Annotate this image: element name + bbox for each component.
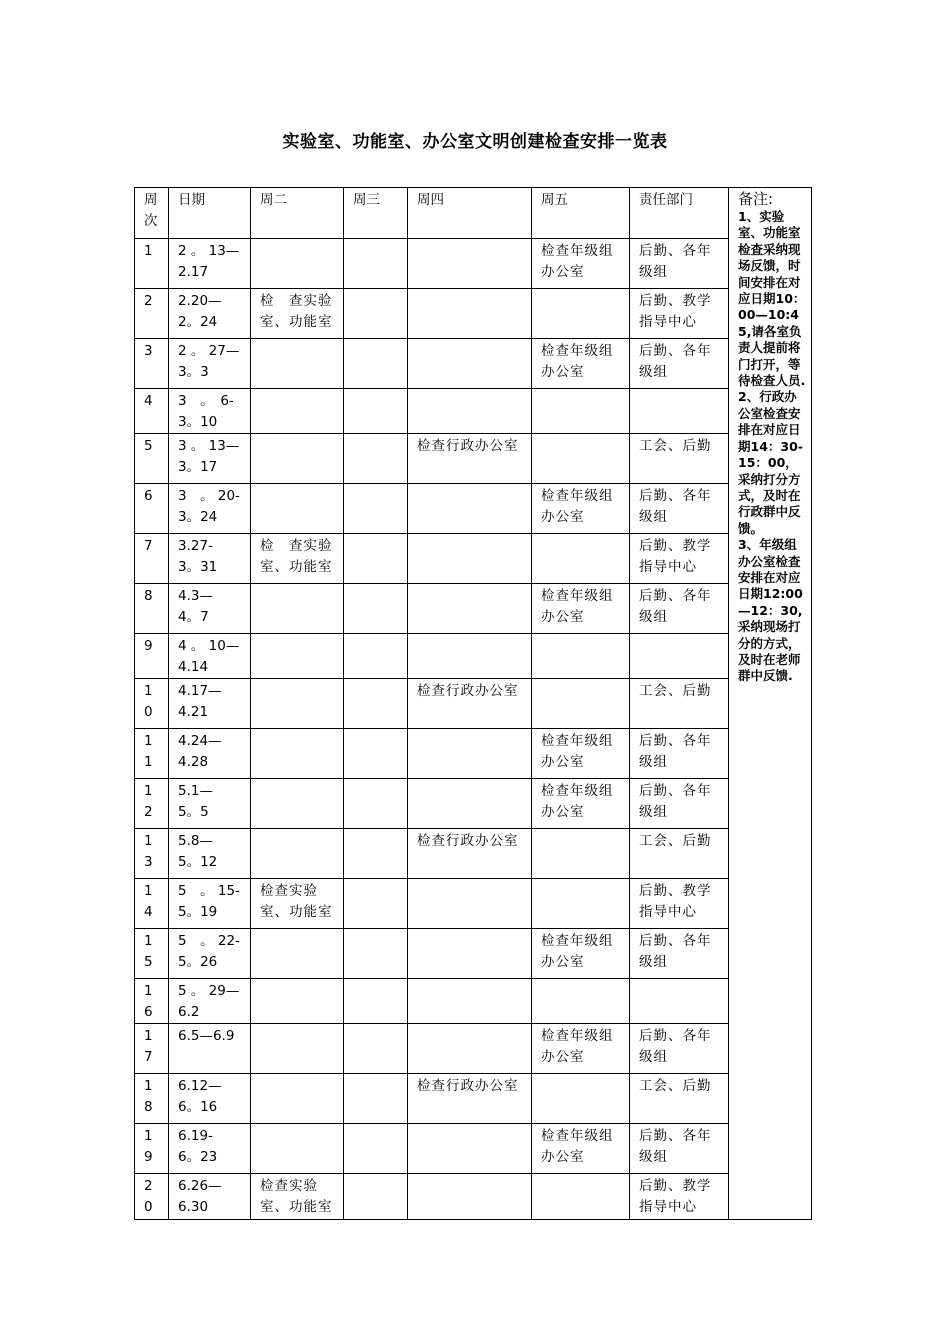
wed-cell <box>344 389 408 434</box>
thu-cell: 检查行政办公室 <box>408 434 532 484</box>
thu-cell <box>408 634 532 679</box>
tue-cell <box>251 1124 344 1174</box>
thu-cell: 检查行政办公室 <box>408 829 532 879</box>
tue-cell <box>251 679 344 729</box>
thu-cell <box>408 929 532 979</box>
table-row <box>135 1174 812 1220</box>
fri-cell: 检查年级组办公室 <box>532 484 630 534</box>
week-cell: 8 <box>135 584 169 634</box>
dept-cell: 工会、后勤 <box>630 1074 729 1124</box>
thu-cell: 检查行政办公室 <box>408 1074 532 1124</box>
dept-cell: 后勤、教学指导中心 <box>630 534 729 584</box>
date-cell: 5.8— 5。12 <box>169 829 251 879</box>
dept-cell: 后勤、各年级组 <box>630 339 729 389</box>
tue-cell <box>251 979 344 1024</box>
dept-cell <box>630 634 729 679</box>
table-row <box>135 1024 812 1074</box>
dept-cell: 后勤、各年级组 <box>630 729 729 779</box>
header-thu: 周四 <box>408 188 532 239</box>
fri-cell: 检查年级组办公室 <box>532 929 630 979</box>
wed-cell <box>344 1124 408 1174</box>
tue-cell <box>251 389 344 434</box>
header-fri: 周五 <box>532 188 630 239</box>
dept-cell: 后勤、教学指导中心 <box>630 1174 729 1220</box>
header-tue: 周二 <box>251 188 344 239</box>
table-row <box>135 389 812 434</box>
fri-cell: 检查年级组办公室 <box>532 1124 630 1174</box>
fri-cell <box>532 829 630 879</box>
table-row <box>135 584 812 634</box>
week-cell: 4 <box>135 389 169 434</box>
wed-cell <box>344 679 408 729</box>
wed-cell <box>344 584 408 634</box>
date-cell: 5 。 29— 6.2 <box>169 979 251 1024</box>
date-cell: 3 。 13— 3。17 <box>169 434 251 484</box>
dept-cell <box>630 389 729 434</box>
page-title: 实验室、功能室、办公室文明创建检查安排一览表 <box>282 132 668 152</box>
tue-cell <box>251 434 344 484</box>
week-cell: 1 9 <box>135 1124 169 1174</box>
table-row <box>135 879 812 929</box>
wed-cell <box>344 239 408 289</box>
thu-cell <box>408 1024 532 1074</box>
week-cell: 1 2 <box>135 779 169 829</box>
wed-cell <box>344 779 408 829</box>
thu-cell <box>408 1174 532 1220</box>
tue-cell <box>251 1074 344 1124</box>
wed-cell <box>344 929 408 979</box>
week-cell: 6 <box>135 484 169 534</box>
wed-cell <box>344 1074 408 1124</box>
fri-cell: 检查年级组办公室 <box>532 239 630 289</box>
thu-cell <box>408 1124 532 1174</box>
tue-cell <box>251 339 344 389</box>
date-cell: 5 。 22- 5。26 <box>169 929 251 979</box>
header-row <box>135 188 812 239</box>
tue-cell <box>251 1024 344 1074</box>
notes-heading: 备注: <box>738 190 774 208</box>
dept-cell: 后勤、各年级组 <box>630 779 729 829</box>
table-row <box>135 339 812 389</box>
fri-cell <box>532 979 630 1024</box>
dept-cell: 后勤、教学指导中心 <box>630 289 729 339</box>
tue-cell: 检 查实验室、功能室 <box>251 289 344 339</box>
week-cell: 5 <box>135 434 169 484</box>
schedule-table <box>134 187 812 1220</box>
tue-cell <box>251 929 344 979</box>
dept-cell <box>630 979 729 1024</box>
wed-cell <box>344 634 408 679</box>
wed-cell <box>344 729 408 779</box>
dept-cell: 后勤、各年级组 <box>630 584 729 634</box>
table-row <box>135 729 812 779</box>
thu-cell <box>408 389 532 434</box>
week-cell: 1 6 <box>135 979 169 1024</box>
thu-cell <box>408 239 532 289</box>
dept-cell: 后勤、各年级组 <box>630 239 729 289</box>
date-cell: 5 。 15- 5。19 <box>169 879 251 929</box>
tue-cell <box>251 829 344 879</box>
week-cell: 9 <box>135 634 169 679</box>
table-row <box>135 779 812 829</box>
dept-cell: 工会、后勤 <box>630 679 729 729</box>
dept-cell: 后勤、各年级组 <box>630 929 729 979</box>
header-dept: 责任部门 <box>630 188 729 239</box>
dept-cell: 后勤、各年级组 <box>630 1024 729 1074</box>
thu-cell <box>408 979 532 1024</box>
notes-cell <box>729 188 812 1220</box>
date-cell: 2 。 27— 3。3 <box>169 339 251 389</box>
fri-cell <box>532 434 630 484</box>
fri-cell <box>532 534 630 584</box>
week-cell: 1 7 <box>135 1024 169 1074</box>
table-row <box>135 434 812 484</box>
week-cell: 1 3 <box>135 829 169 879</box>
table-row <box>135 829 812 879</box>
table-row <box>135 979 812 1024</box>
tue-cell <box>251 634 344 679</box>
date-cell: 2 。 13— 2.17 <box>169 239 251 289</box>
date-cell: 2.20— 2。24 <box>169 289 251 339</box>
fri-cell: 检查年级组办公室 <box>532 729 630 779</box>
fri-cell: 检查年级组办公室 <box>532 1024 630 1074</box>
wed-cell <box>344 534 408 584</box>
fri-cell <box>532 389 630 434</box>
date-cell: 4.24— 4.28 <box>169 729 251 779</box>
week-cell: 1 5 <box>135 929 169 979</box>
header-date: 日期 <box>169 188 251 239</box>
week-cell: 2 0 <box>135 1174 169 1220</box>
dept-cell: 后勤、教学指导中心 <box>630 879 729 929</box>
wed-cell <box>344 339 408 389</box>
fri-cell: 检查年级组办公室 <box>532 779 630 829</box>
date-cell: 6.5—6.9 <box>169 1024 251 1074</box>
date-cell: 3 。 6- 3。10 <box>169 389 251 434</box>
table-row <box>135 534 812 584</box>
thu-cell: 检查行政办公室 <box>408 679 532 729</box>
wed-cell <box>344 1024 408 1074</box>
date-cell: 3.27- 3。31 <box>169 534 251 584</box>
table-row <box>135 484 812 534</box>
dept-cell: 后勤、各年级组 <box>630 484 729 534</box>
notes-text: 1、实验室、功能室检查采纳现场反馈，时间安排在对应日期10：00—10:45,请各室负责人提前将门打开，等待检查人员. 2、行政办公室检查安排在对应日期14：30-15：00，采纳打分方式，及时在行政群中反馈。 3、年级组办公室检查安排在对应日期12:00—12：30,采纳现场打分的方式，及时在老师群中反馈. <box>738 209 806 684</box>
tue-cell <box>251 239 344 289</box>
fri-cell <box>532 879 630 929</box>
thu-cell <box>408 339 532 389</box>
table-row <box>135 1124 812 1174</box>
fri-cell <box>532 1074 630 1124</box>
thu-cell <box>408 484 532 534</box>
tue-cell <box>251 729 344 779</box>
date-cell: 6.26— 6.30 <box>169 1174 251 1220</box>
week-cell: 2 <box>135 289 169 339</box>
fri-cell <box>532 634 630 679</box>
wed-cell <box>344 1174 408 1220</box>
wed-cell <box>344 289 408 339</box>
tue-cell: 检 查实验室、功能室 <box>251 534 344 584</box>
date-cell: 4.17— 4.21 <box>169 679 251 729</box>
thu-cell <box>408 584 532 634</box>
week-cell: 1 0 <box>135 679 169 729</box>
wed-cell <box>344 829 408 879</box>
dept-cell: 工会、后勤 <box>630 434 729 484</box>
fri-cell: 检查年级组办公室 <box>532 584 630 634</box>
week-cell: 1 4 <box>135 879 169 929</box>
week-cell: 1 <box>135 239 169 289</box>
tue-cell <box>251 484 344 534</box>
week-cell: 1 1 <box>135 729 169 779</box>
thu-cell <box>408 534 532 584</box>
fri-cell <box>532 679 630 729</box>
table-row <box>135 239 812 289</box>
thu-cell <box>408 779 532 829</box>
wed-cell <box>344 434 408 484</box>
table-row <box>135 634 812 679</box>
thu-cell <box>408 289 532 339</box>
tue-cell <box>251 584 344 634</box>
thu-cell <box>408 729 532 779</box>
wed-cell <box>344 879 408 929</box>
tue-cell <box>251 779 344 829</box>
thu-cell <box>408 879 532 929</box>
dept-cell: 后勤、各年级组 <box>630 1124 729 1174</box>
fri-cell <box>532 289 630 339</box>
dept-cell: 工会、后勤 <box>630 829 729 879</box>
header-week: 周 次 <box>135 188 169 239</box>
table-row <box>135 929 812 979</box>
date-cell: 4.3— 4。7 <box>169 584 251 634</box>
table-row <box>135 289 812 339</box>
week-cell: 7 <box>135 534 169 584</box>
tue-cell: 检查实验室、功能室 <box>251 879 344 929</box>
fri-cell: 检查年级组办公室 <box>532 339 630 389</box>
header-wed: 周三 <box>344 188 408 239</box>
tue-cell: 检查实验室、功能室 <box>251 1174 344 1220</box>
week-cell: 3 <box>135 339 169 389</box>
date-cell: 5.1— 5。5 <box>169 779 251 829</box>
week-cell: 1 8 <box>135 1074 169 1124</box>
table-row <box>135 679 812 729</box>
date-cell: 4 。 10— 4.14 <box>169 634 251 679</box>
wed-cell <box>344 979 408 1024</box>
date-cell: 6.12— 6。16 <box>169 1074 251 1124</box>
wed-cell <box>344 484 408 534</box>
date-cell: 3 。 20- 3。24 <box>169 484 251 534</box>
table-row <box>135 1074 812 1124</box>
fri-cell <box>532 1174 630 1220</box>
date-cell: 6.19- 6。23 <box>169 1124 251 1174</box>
